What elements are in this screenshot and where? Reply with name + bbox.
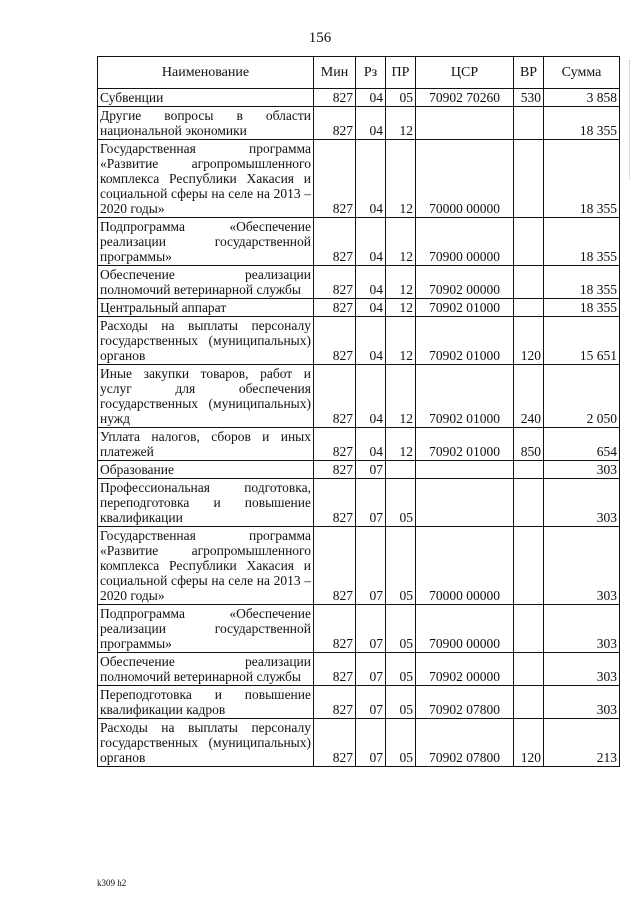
cell-csr: 70900 00000 bbox=[416, 605, 514, 653]
cell-min: 827 bbox=[314, 461, 356, 479]
cell-csr: 70902 07800 bbox=[416, 719, 514, 767]
cell-sum: 18 355 bbox=[544, 218, 620, 266]
cell-vr bbox=[514, 140, 544, 218]
cell-csr: 70902 01000 bbox=[416, 428, 514, 461]
cell-csr: 70000 00000 bbox=[416, 527, 514, 605]
cell-vr bbox=[514, 266, 544, 299]
table-row bbox=[98, 317, 620, 365]
cell-sum: 213 bbox=[544, 719, 620, 767]
cell-vr: 850 bbox=[514, 428, 544, 461]
cell-csr: 70902 01000 bbox=[416, 317, 514, 365]
cell-min: 827 bbox=[314, 479, 356, 527]
page-number: 156 bbox=[308, 30, 332, 46]
cell-sum: 18 355 bbox=[544, 266, 620, 299]
cell-name: Расходы на выплаты персоналу государственных (муниципальных) органов bbox=[98, 719, 314, 767]
budget-table bbox=[97, 56, 620, 767]
cell-pr: 05 bbox=[386, 605, 416, 653]
cell-min: 827 bbox=[314, 605, 356, 653]
cell-sum: 18 355 bbox=[544, 140, 620, 218]
cell-pr: 12 bbox=[386, 107, 416, 140]
table-row bbox=[98, 140, 620, 218]
cell-csr: 70902 70260 bbox=[416, 89, 514, 107]
cell-rz: 04 bbox=[356, 317, 386, 365]
cell-name: Государственная программа «Развитие агропромышленного комплекса Республики Хакасия и социальной сферы на селе на 2013 – 2020 годы» bbox=[98, 527, 314, 605]
cell-rz: 04 bbox=[356, 107, 386, 140]
header-pr: ПР bbox=[386, 57, 416, 89]
cell-name: Профессиональная подготовка, переподготовка и повышение квалификации bbox=[98, 479, 314, 527]
cell-csr: 70900 00000 bbox=[416, 218, 514, 266]
cell-rz: 04 bbox=[356, 218, 386, 266]
cell-rz: 04 bbox=[356, 299, 386, 317]
cell-pr: 05 bbox=[386, 527, 416, 605]
cell-csr: 70902 01000 bbox=[416, 299, 514, 317]
footer-code: k309 h2 bbox=[97, 878, 127, 888]
cell-sum: 18 355 bbox=[544, 107, 620, 140]
cell-name: Подпрограмма «Обеспечение реализации государственной программы» bbox=[98, 218, 314, 266]
table-row bbox=[98, 218, 620, 266]
cell-min: 827 bbox=[314, 719, 356, 767]
table-header-row bbox=[98, 57, 620, 89]
cell-rz: 07 bbox=[356, 527, 386, 605]
table-row bbox=[98, 527, 620, 605]
cell-pr: 12 bbox=[386, 428, 416, 461]
cell-vr: 120 bbox=[514, 317, 544, 365]
cell-csr: 70902 00000 bbox=[416, 266, 514, 299]
cell-name: Обеспечение реализации полномочий ветеринарной службы bbox=[98, 653, 314, 686]
cell-pr: 05 bbox=[386, 89, 416, 107]
cell-name: Подпрограмма «Обеспечение реализации государственной программы» bbox=[98, 605, 314, 653]
cell-min: 827 bbox=[314, 266, 356, 299]
cell-min: 827 bbox=[314, 89, 356, 107]
cell-csr bbox=[416, 461, 514, 479]
budget-table-body bbox=[98, 89, 620, 767]
cell-pr: 12 bbox=[386, 218, 416, 266]
cell-rz: 04 bbox=[356, 140, 386, 218]
table-row bbox=[98, 299, 620, 317]
cell-name: Иные закупки товаров, работ и услуг для обеспечения государственных (муниципальных) нужд bbox=[98, 365, 314, 428]
cell-csr bbox=[416, 479, 514, 527]
cell-pr: 12 bbox=[386, 266, 416, 299]
cell-csr: 70000 00000 bbox=[416, 140, 514, 218]
table-row bbox=[98, 365, 620, 428]
table-row bbox=[98, 686, 620, 719]
cell-vr: 240 bbox=[514, 365, 544, 428]
cell-rz: 04 bbox=[356, 365, 386, 428]
cell-csr bbox=[416, 107, 514, 140]
cell-pr: 12 bbox=[386, 140, 416, 218]
cell-vr bbox=[514, 527, 544, 605]
cell-sum: 303 bbox=[544, 605, 620, 653]
table-row bbox=[98, 719, 620, 767]
table-row bbox=[98, 89, 620, 107]
cell-pr: 05 bbox=[386, 686, 416, 719]
cell-csr: 70902 00000 bbox=[416, 653, 514, 686]
cell-pr: 12 bbox=[386, 299, 416, 317]
cell-rz: 04 bbox=[356, 89, 386, 107]
cell-rz: 07 bbox=[356, 719, 386, 767]
cell-sum: 303 bbox=[544, 479, 620, 527]
cell-vr bbox=[514, 479, 544, 527]
cell-rz: 07 bbox=[356, 461, 386, 479]
cell-pr: 12 bbox=[386, 317, 416, 365]
cell-rz: 07 bbox=[356, 653, 386, 686]
cell-min: 827 bbox=[314, 527, 356, 605]
cell-pr: 05 bbox=[386, 479, 416, 527]
table-row bbox=[98, 266, 620, 299]
cell-vr bbox=[514, 686, 544, 719]
header-vr: ВР bbox=[514, 57, 544, 89]
table-row bbox=[98, 107, 620, 140]
cell-vr bbox=[514, 107, 544, 140]
cell-sum: 18 355 bbox=[544, 299, 620, 317]
cell-sum: 15 651 bbox=[544, 317, 620, 365]
cell-csr: 70902 01000 bbox=[416, 365, 514, 428]
cell-vr bbox=[514, 218, 544, 266]
cell-name: Субвенции bbox=[98, 89, 314, 107]
header-name: Наименование bbox=[98, 57, 314, 89]
cell-min: 827 bbox=[314, 428, 356, 461]
cell-pr: 05 bbox=[386, 653, 416, 686]
cell-name: Центральный аппарат bbox=[98, 299, 314, 317]
cell-sum: 654 bbox=[544, 428, 620, 461]
cell-csr: 70902 07800 bbox=[416, 686, 514, 719]
cell-min: 827 bbox=[314, 107, 356, 140]
cell-pr: 12 bbox=[386, 365, 416, 428]
cell-rz: 07 bbox=[356, 686, 386, 719]
cell-name: Образование bbox=[98, 461, 314, 479]
cell-rz: 07 bbox=[356, 479, 386, 527]
cell-vr bbox=[514, 653, 544, 686]
cell-sum: 303 bbox=[544, 686, 620, 719]
cell-sum: 2 050 bbox=[544, 365, 620, 428]
cell-sum: 3 858 bbox=[544, 89, 620, 107]
cell-vr bbox=[514, 299, 544, 317]
cell-name: Расходы на выплаты персоналу государственных (муниципальных) органов bbox=[98, 317, 314, 365]
cell-pr: 05 bbox=[386, 719, 416, 767]
cell-name: Государственная программа «Развитие агропромышленного комплекса Республики Хакасия и социальной сферы на селе на 2013 – 2020 годы» bbox=[98, 140, 314, 218]
cell-rz: 04 bbox=[356, 266, 386, 299]
cell-vr: 530 bbox=[514, 89, 544, 107]
cell-min: 827 bbox=[314, 140, 356, 218]
table-row bbox=[98, 479, 620, 527]
header-csr: ЦСР bbox=[416, 57, 514, 89]
table-row bbox=[98, 653, 620, 686]
cell-rz: 04 bbox=[356, 428, 386, 461]
cell-sum: 303 bbox=[544, 527, 620, 605]
cell-name: Обеспечение реализации полномочий ветеринарной службы bbox=[98, 266, 314, 299]
cell-vr bbox=[514, 461, 544, 479]
cell-name: Переподготовка и повышение квалификации кадров bbox=[98, 686, 314, 719]
cell-min: 827 bbox=[314, 317, 356, 365]
cell-vr bbox=[514, 605, 544, 653]
header-sum: Сумма bbox=[544, 57, 620, 89]
cell-vr: 120 bbox=[514, 719, 544, 767]
table-row bbox=[98, 461, 620, 479]
table-row bbox=[98, 605, 620, 653]
cell-min: 827 bbox=[314, 365, 356, 428]
cell-min: 827 bbox=[314, 653, 356, 686]
cell-min: 827 bbox=[314, 686, 356, 719]
margin-mark bbox=[629, 60, 636, 180]
header-min: Мин bbox=[314, 57, 356, 89]
cell-sum: 303 bbox=[544, 461, 620, 479]
cell-pr bbox=[386, 461, 416, 479]
cell-min: 827 bbox=[314, 299, 356, 317]
cell-min: 827 bbox=[314, 218, 356, 266]
cell-name: Другие вопросы в области национальной экономики bbox=[98, 107, 314, 140]
cell-name: Уплата налогов, сборов и иных платежей bbox=[98, 428, 314, 461]
cell-rz: 07 bbox=[356, 605, 386, 653]
header-rz: Рз bbox=[356, 57, 386, 89]
cell-sum: 303 bbox=[544, 653, 620, 686]
table-row bbox=[98, 428, 620, 461]
